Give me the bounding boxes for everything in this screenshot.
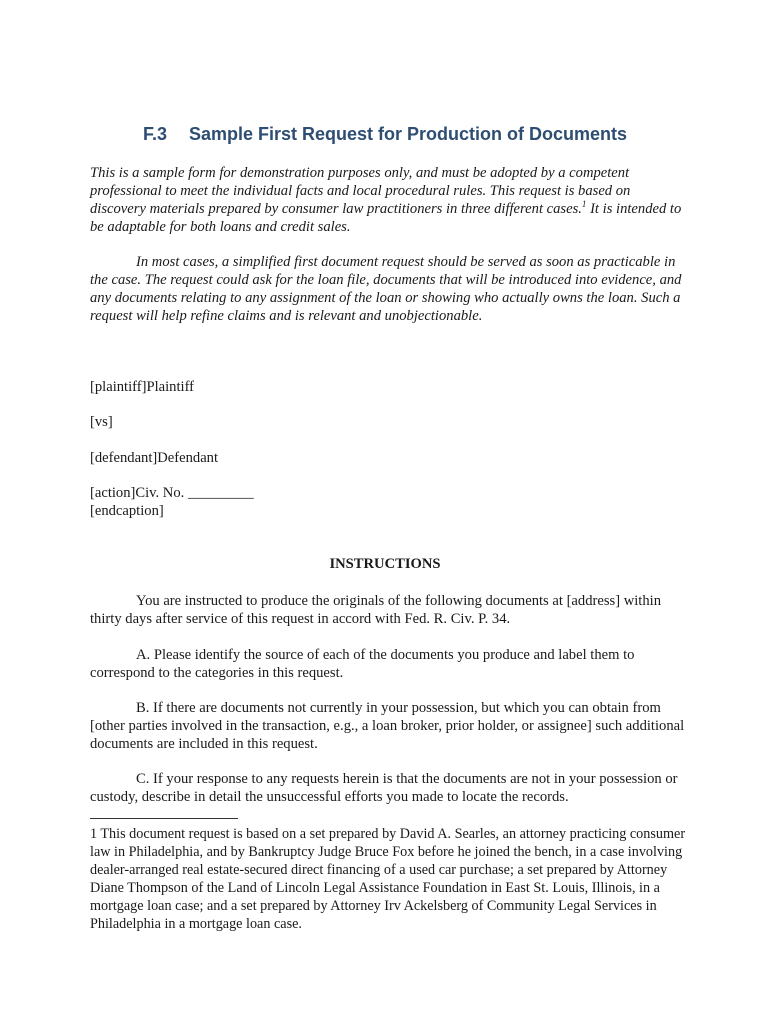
intro-text-b: It is intended to be adaptable for both loans and credit sales.: [90, 201, 682, 235]
intro-paragraph-1: [90, 164, 688, 236]
caption-endcaption: [endcaption]: [90, 503, 164, 519]
footnote-separator: [90, 818, 238, 819]
instruction-b: B. If there are documents not currently in your possession, but which you can obtain from [other parties involved in the transaction, e.g., a loan broker, prior holder, or assignee] such additional documents are included in this request.: [90, 700, 685, 752]
section-number: F.3: [142, 124, 167, 144]
instructions-heading: INSTRUCTIONS: [329, 556, 441, 572]
footnote-marker: 1: [90, 826, 98, 842]
caption-action: [action]Civ. No. _________: [90, 485, 254, 501]
instruction-a: A. Please identify the source of each of the documents you produce and label them to correspond to the categories in this request.: [90, 647, 635, 681]
intro-text-a: This is a sample form for demonstration purposes only, and must be adopted by a competent professional to meet the individual facts and local procedural rules. This request is based on discovery materials prepared by consumer law practitioners in three different cases.: [90, 165, 631, 217]
intro-paragraph-2: In most cases, a simplified first document request should be served as soon as practicable in the case. The request could ask for the loan file, documents that will be introduced into evidence, and any documents relating to any assignment of the loan or showing who actually owns the loan. Such a request will help refine claims and is relevant and unobjectionable.: [90, 254, 682, 324]
footnote-text: This document request is based on a set prepared by David A. Searles, an attorney practicing consumer law in Philadelphia, and by Bankruptcy Judge Bruce Fox before he joined the bench, in a case involving dealer-arranged real estate-secured direct financing of a used car purchase; a set prepared by Attorney Diane Thompson of the Land of Lincoln Legal Assistance Foundation in East St. Louis, Illinois, in a mortgage loan case; and a set prepared by Attorney Irv Ackelsberg of Community Legal Services in Philadelphia in a mortgage loan case.: [90, 826, 686, 932]
caption-vs: [vs]: [90, 414, 113, 430]
footnote-reference: 1: [581, 199, 587, 210]
caption-plaintiff: [plaintiff]Plaintiff: [90, 379, 195, 395]
instructions-paragraph: You are instructed to produce the originals of the following documents at [address] within thirty days after service of this request in accord with Fed. R. Civ. P. 34.: [90, 593, 661, 627]
section-heading: [0, 124, 770, 145]
caption-defendant: [defendant]Defendant: [90, 450, 219, 466]
section-title: Sample First Request for Production of Documents: [188, 124, 628, 144]
footnote: [90, 825, 690, 933]
instruction-c: C. If your response to any requests herein is that the documents are not in your possession or custody, describe in detail the unsuccessful efforts you made to locate the records.: [90, 771, 678, 805]
